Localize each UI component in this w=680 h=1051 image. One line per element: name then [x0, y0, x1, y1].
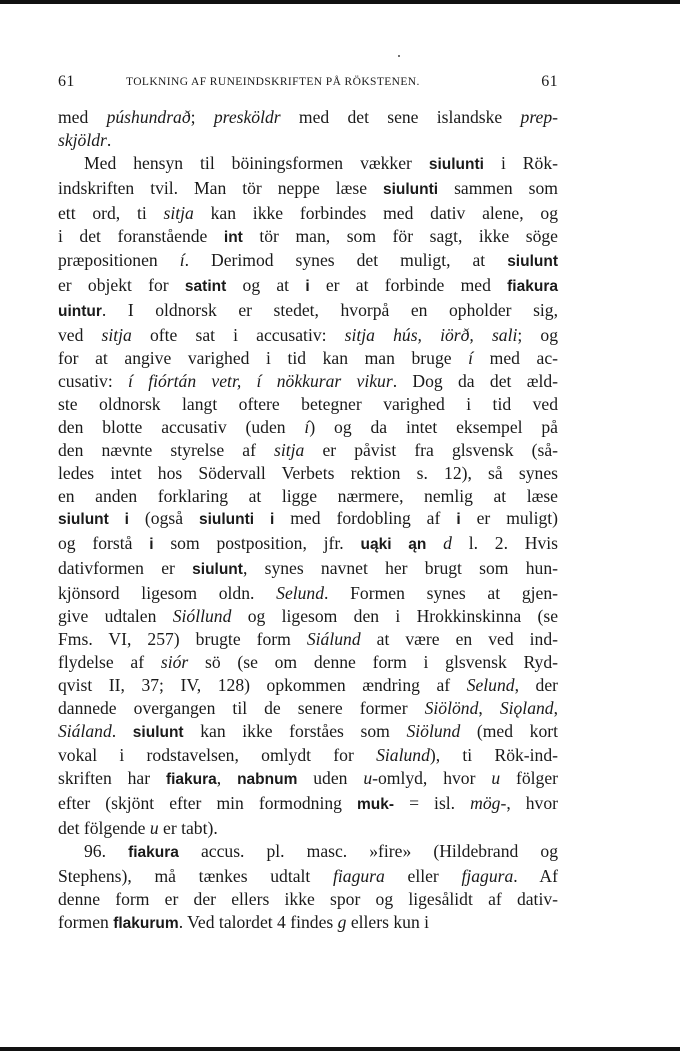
italic-term: sitja: [101, 325, 132, 346]
page-number-right: 61: [541, 73, 558, 90]
italic-term: sitja hús, iörð, sali: [344, 325, 518, 346]
rune-transliteration: siulunt: [132, 723, 184, 741]
text-run: skriften har: [58, 768, 166, 789]
italic-term: fiagura: [333, 866, 385, 886]
text-run: 96.: [84, 841, 129, 862]
text-line: [58, 557, 558, 582]
text-line: [58, 462, 558, 485]
text-run: ett ord, ti: [58, 202, 164, 223]
text-run: . Derimod synes det muligt, at: [184, 250, 508, 271]
text-run: fölger: [500, 768, 559, 789]
text-run: som postposition, jfr.: [153, 533, 361, 554]
text-run: er tabt).: [158, 818, 218, 839]
text-run: kjönsord ligesom oldn.: [58, 583, 277, 604]
text-run: denne form er der ellers ikke spor og ligesålidt af dativ-: [58, 888, 558, 909]
text-line: [58, 370, 558, 393]
text-run: for at angive varighed i tid kan man bruge: [58, 348, 469, 369]
text-run: og ligesom den i Hrokkinskinna (se: [231, 606, 559, 627]
text-run: tör man, som för sagt, ikke söge: [242, 225, 558, 246]
text-run: og forstå: [58, 533, 150, 554]
running-title: TOLKNING AF RUNEINDSKRIFTEN PÅ RÖKSTENEN.: [126, 76, 420, 88]
text-line: [58, 720, 558, 745]
text-run: give udtalen: [58, 606, 173, 627]
text-run: sö (se om denne form i glsvensk Ryd-: [188, 651, 558, 672]
text-line: [58, 485, 558, 508]
text-run: ; og: [517, 325, 558, 346]
page-number-left: 61: [58, 73, 75, 90]
text-run: l. 2. Hvis: [451, 533, 558, 554]
text-run: ,: [216, 768, 238, 789]
text-run: uden: [297, 768, 364, 789]
text-run: indskriften tvil. Man tör neppe læse: [58, 177, 383, 198]
text-run: med: [58, 107, 107, 127]
text-run: -omlyd, hvor: [372, 768, 492, 789]
text-run: eller: [384, 866, 462, 886]
italic-term: Selund: [276, 583, 325, 604]
text-line: [58, 274, 558, 299]
text-run: er objekt for: [58, 275, 185, 296]
text-line: [58, 865, 558, 888]
text-line: [58, 177, 558, 202]
text-line: [58, 792, 558, 817]
text-run: flydelse af: [58, 651, 161, 672]
text-line: [58, 888, 558, 911]
italic-term: presköldr: [213, 107, 281, 127]
italic-term: sitja: [274, 439, 305, 460]
running-header: [58, 73, 558, 95]
italic-term: Sialund: [376, 745, 430, 766]
italic-term: Selund: [466, 674, 515, 695]
text-run: = isl.: [394, 793, 471, 814]
text-run: ), ti Rök-ind-: [429, 745, 559, 766]
rune-transliteration: int: [223, 228, 243, 246]
italic-term: í: [179, 250, 185, 271]
text-run: (også: [128, 508, 199, 529]
italic-term: Siálund: [306, 628, 361, 649]
text-line: [58, 840, 558, 865]
rune-transliteration: fiakura: [128, 844, 179, 862]
text-run: og at: [226, 275, 306, 296]
italic-term: d: [443, 533, 452, 554]
text-run: Med hensyn til böiningsformen vækker: [84, 152, 429, 173]
text-run: ;: [190, 107, 214, 127]
text-run: ,: [553, 697, 558, 718]
text-run: det fölgende: [58, 818, 150, 839]
text-line: [58, 299, 558, 324]
text-run: den nævnte styrelse af: [58, 439, 275, 460]
italic-term: púshundrað: [106, 107, 191, 127]
text-run: accus. pl. masc. »fire» (Hildebrand og: [178, 841, 558, 862]
text-line: [58, 416, 558, 439]
text-line: [58, 744, 558, 767]
text-line: [58, 532, 558, 557]
top-border-rule: [0, 0, 680, 4]
text-run: (med kort: [460, 720, 558, 741]
text-line: [58, 628, 558, 651]
text-line: [58, 106, 558, 129]
text-line: [58, 674, 558, 697]
text-run: , synes navnet her brugt som hun-: [242, 558, 558, 579]
text-line: [58, 651, 558, 674]
text-run: ledes intet hos Södervall Verbets rektion s. 12), så synes: [58, 462, 558, 483]
rune-transliteration: siulunt i: [58, 511, 129, 529]
text-line: [58, 911, 558, 936]
text-run: cusativ:: [58, 370, 129, 391]
text-run: vokal i rodstavelsen, omlydt for: [58, 745, 377, 766]
text-run: efter (skjönt efter min formodning: [58, 793, 357, 814]
italic-term: Sióllund: [172, 606, 232, 627]
text-run: med ac-: [473, 348, 558, 369]
text-run: .: [111, 720, 133, 741]
text-run: den blotte accusativ (uden: [58, 416, 305, 437]
text-run: . Dog da det æld-: [392, 370, 559, 391]
italic-term: í: [468, 348, 474, 369]
italic-term: u: [491, 768, 501, 789]
text-run: sammen som: [438, 177, 558, 198]
text-run: . Formen synes at gjen-: [324, 583, 558, 604]
text-line: [58, 582, 558, 605]
italic-term: siór: [160, 651, 189, 672]
text-line: [58, 324, 558, 347]
text-run: Fms. VI, 257) brugte form: [58, 628, 307, 649]
text-run: formen: [58, 911, 114, 932]
italic-term: Siáland: [58, 720, 112, 741]
text-line: [58, 152, 558, 177]
text-run: kan ikke forbindes med dativ alene, og: [193, 202, 558, 223]
text-run: . I oldnorsk er stedet, hvorpå en opholder sig,: [101, 300, 558, 321]
text-run: qvist II, 37; IV, 128) opkommen ændring af: [58, 674, 467, 695]
text-run: med det sene islandske: [280, 107, 521, 127]
italic-term: í fiórtán vetr, í nökkurar vikur: [128, 370, 393, 391]
text-line: [58, 507, 558, 532]
rune-transliteration: siulunti i: [198, 511, 275, 529]
rune-transliteration: muk-: [357, 796, 395, 814]
text-line: [58, 393, 558, 416]
text-run: er at forbinde med: [309, 275, 508, 296]
text-run: i det foranstående: [58, 225, 224, 246]
text-run: ellers kun i: [346, 911, 430, 932]
text-run: med fordobling af: [274, 508, 457, 529]
text-run: ste oldnorsk langt oftere betegner varighed i tid ved: [58, 393, 558, 414]
text-line: [58, 129, 558, 152]
text-line: [58, 249, 558, 274]
rune-transliteration: siulunti: [382, 180, 439, 198]
italic-term: u: [363, 768, 373, 789]
italic-term: g: [337, 911, 347, 932]
italic-term: Siölund: [406, 720, 461, 741]
text-run: , der: [514, 674, 558, 695]
bottom-border-rule: [0, 1047, 680, 1051]
text-run: ,: [478, 697, 500, 718]
text-line: [58, 347, 558, 370]
rune-transliteration: i: [149, 536, 154, 554]
italic-term: Siǫland: [499, 697, 554, 718]
text-run: . Ved talordet 4 findes: [178, 911, 338, 932]
text-run: præpositionen: [58, 250, 180, 271]
rune-transliteration: uąki ąn: [360, 536, 427, 554]
text-run: dannede overgangen til de senere former: [58, 697, 425, 718]
rune-transliteration: i: [305, 278, 310, 296]
italic-term: skjöldr: [58, 129, 107, 150]
rune-transliteration: satint: [184, 278, 227, 296]
text-run: en anden forklaring at ligge nærmere, nemlig at læse: [58, 485, 558, 506]
text-run: ofte sat i accusativ:: [131, 325, 345, 346]
rune-transliteration: uintur: [58, 303, 102, 321]
print-speck: [398, 55, 400, 57]
italic-term: prep-: [520, 107, 558, 127]
text-line: [58, 439, 558, 462]
rune-transliteration: nabnum: [237, 771, 298, 789]
rune-transliteration: siulunti: [428, 155, 484, 173]
text-run: ) og da intet eksempel på: [309, 416, 558, 437]
text-line: [58, 202, 558, 225]
italic-term: mög-: [470, 793, 507, 814]
italic-term: Siölönd: [424, 697, 479, 718]
text-run: Stephens), må tænkes udtalt: [58, 866, 334, 886]
text-run: kan ikke forståes som: [183, 720, 407, 741]
text-line: [58, 225, 558, 250]
text-run: i Rök-: [483, 152, 558, 173]
italic-term: u: [149, 818, 159, 839]
text-run: er muligt): [460, 508, 558, 529]
italic-term: fjagura: [461, 866, 514, 886]
text-run: at være en ved ind-: [360, 628, 558, 649]
rune-transliteration: fiakura: [165, 771, 217, 789]
text-line: [58, 605, 558, 628]
rune-transliteration: siulunt: [192, 561, 243, 579]
text-run: [426, 533, 443, 553]
body-text: [58, 106, 558, 936]
rune-transliteration: fiakura: [507, 278, 558, 296]
italic-term: sitja: [163, 202, 194, 223]
text-run: .: [106, 129, 112, 150]
italic-term: í: [304, 416, 310, 437]
text-run: , hvor: [506, 793, 559, 814]
rune-transliteration: siulunt: [507, 253, 558, 271]
text-run: er påvist fra glsvensk (så-: [304, 439, 558, 460]
text-run: ved: [58, 325, 102, 346]
text-line: [58, 767, 558, 792]
rune-transliteration: i: [456, 511, 461, 529]
text-line: [58, 817, 558, 840]
text-run: . Af: [513, 866, 558, 886]
rune-transliteration: flakurum: [113, 914, 179, 932]
text-run: dativformen er: [58, 558, 193, 579]
text-line: [58, 697, 558, 720]
